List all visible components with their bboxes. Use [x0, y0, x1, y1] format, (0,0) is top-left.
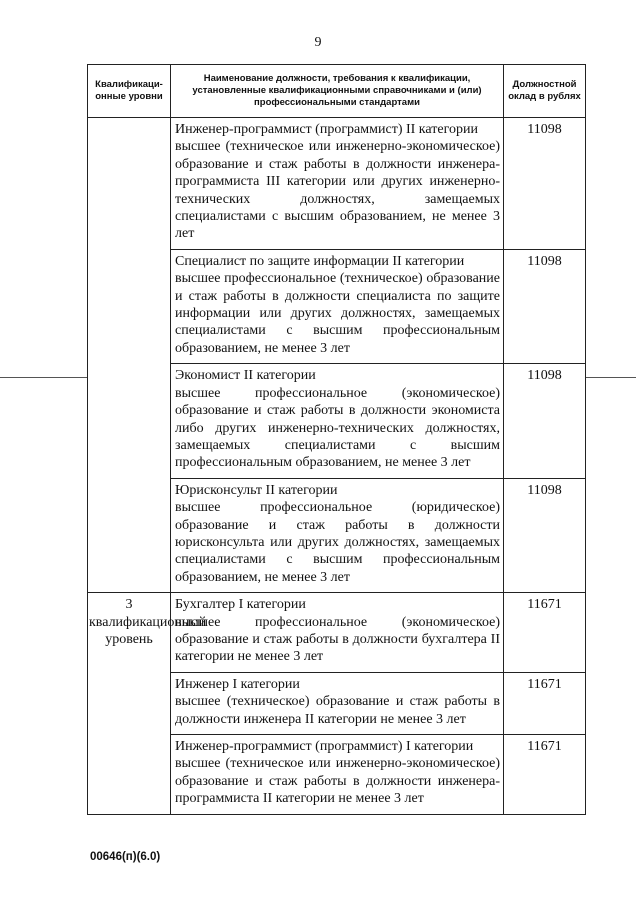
position-cell — [171, 593, 504, 673]
salary-cell: 11098 — [504, 249, 586, 363]
salary-cell: 11671 — [504, 593, 586, 673]
position-requirements: высшее профессиональное (юридическое) образование и стаж работы в должности юрисконсульта или других должностях, замещаемых специалистами с высшим профессиональным образованием, не менее 3 лет — [175, 500, 500, 585]
salary-cell: 11671 — [504, 735, 586, 815]
position-title: Бухгалтер I категории — [175, 597, 306, 613]
scan-line-left — [0, 377, 87, 378]
position-cell — [171, 478, 504, 592]
position-requirements: высшее (техническое) образование и стаж работы в должности инженера II категории не менее 3 лет — [175, 694, 500, 727]
salary-cell: 11671 — [504, 672, 586, 734]
position-cell — [171, 118, 504, 250]
position-requirements: высшее профессиональное (экономическое) образование и стаж работы в должности экономиста либо других инженерно-технических должностях, замещаемых специалистами с высшим профессиональным образованием, не менее 3 лет — [175, 385, 500, 471]
salary-cell: 11098 — [504, 478, 586, 592]
position-cell — [171, 249, 504, 363]
table-row — [88, 118, 586, 250]
position-requirements: высшее профессиональное (техническое) образование и стаж работы в должности специалиста по защите информации или других должностях, замещаемых специалистами с высшим профессиональным образованием, не менее 3 лет — [175, 271, 500, 356]
level-cell: 3 квалификационный уровень — [88, 593, 171, 814]
header-salary: Должностной оклад в рублях — [504, 65, 586, 118]
position-requirements: высшее (техническое или инженерно-экономическое) образование и стаж работы в должности инженера-программиста II категории не менее 3 лет — [175, 756, 500, 807]
position-title: Инженер-программист (программист) II категории — [175, 122, 478, 137]
qualification-table — [87, 64, 586, 815]
position-title: Экономист II категории — [175, 368, 316, 384]
position-requirements: высшее профессиональное (экономическое) образование и стаж работы в должности бухгалтера II категории не менее 3 лет — [175, 614, 500, 665]
header-levels: Квалификаци-онные уровни — [88, 65, 171, 118]
position-title: Специалист по защите информации II категории — [175, 253, 465, 269]
position-title: Инженер I категории — [175, 676, 300, 692]
position-title: Инженер-программист (программист) I категории — [175, 739, 474, 754]
scan-line-right — [585, 377, 636, 378]
table-header-row — [88, 65, 586, 118]
position-title: Юрисконсульт II категории — [175, 482, 338, 498]
position-cell — [171, 735, 504, 815]
table-row — [88, 593, 586, 673]
level-cell — [88, 118, 171, 593]
salary-cell: 11098 — [504, 364, 586, 478]
document-code: 00646(п)(6.0) — [90, 851, 161, 863]
position-cell — [171, 364, 504, 478]
salary-cell: 11098 — [504, 118, 586, 250]
page-number: 9 — [314, 35, 322, 50]
position-cell — [171, 672, 504, 734]
header-position: Наименование должности, требования к квалификации, установленные квалификационными справочниками и (или) профессиональными стандартами — [171, 65, 504, 118]
position-requirements: высшее (техническое или инженерно-экономическое) образование и стаж работы в должности инженера-программиста III категории или других инженерно-технических должностях, замещаемых специалистами с высшим образованием, не менее 3 лет — [175, 139, 500, 242]
